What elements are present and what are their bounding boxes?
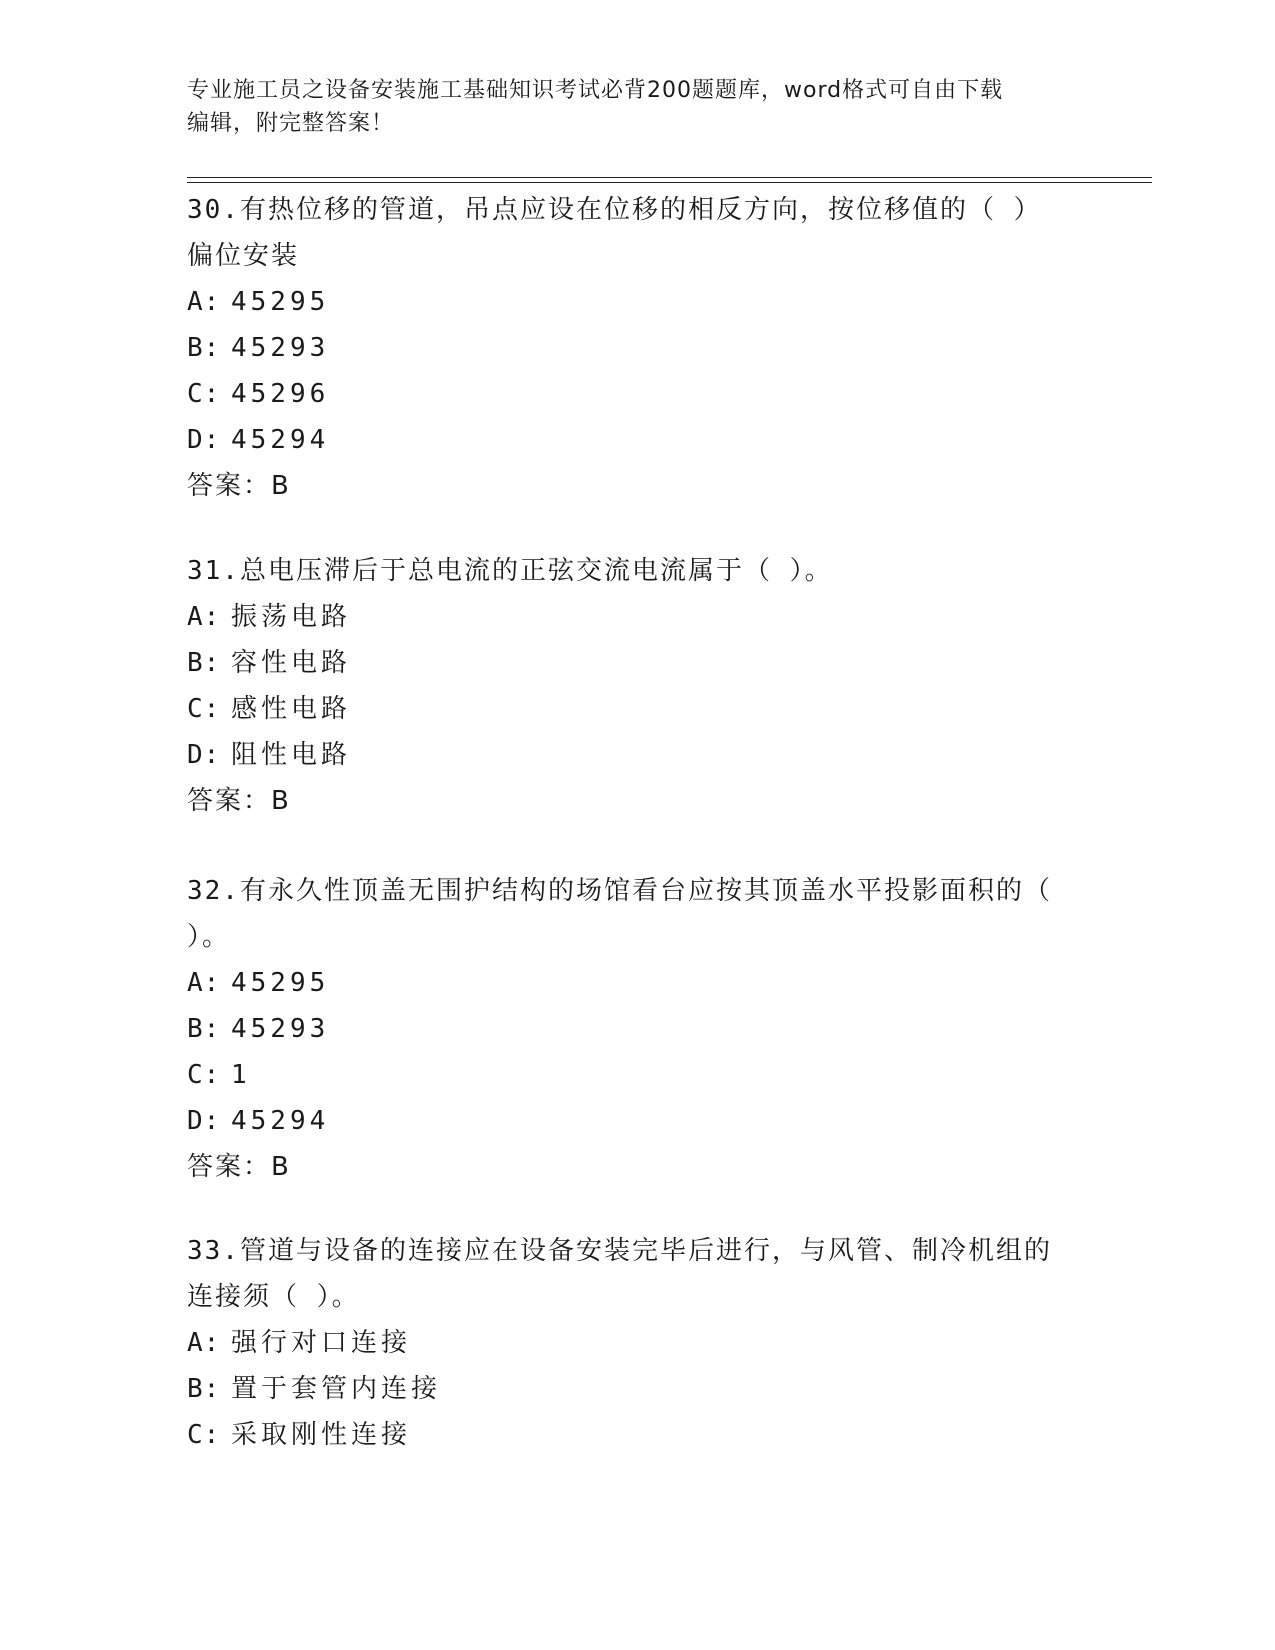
option-text: 45294 xyxy=(231,1106,330,1136)
header-divider-bottom xyxy=(187,182,1152,183)
option-letter: A: xyxy=(187,602,221,632)
answer-line: 答案：B xyxy=(187,471,291,501)
option-b xyxy=(187,1006,1087,1052)
option-letter: A: xyxy=(187,1328,221,1358)
document-header xyxy=(187,74,1067,140)
question-stem-line: 偏位安装 xyxy=(187,241,300,271)
option-text: 45293 xyxy=(231,333,330,363)
question-32 xyxy=(187,868,1087,1190)
answer-line: 答案：B xyxy=(187,1152,291,1182)
option-letter: B: xyxy=(187,333,221,363)
question-stem-line: 32.有永久性顶盖无围护结构的场馆看台应按其顶盖水平投影面积的（ xyxy=(187,876,1052,906)
question-stem-line: 连接须（ ）。 xyxy=(187,1282,360,1312)
option-d xyxy=(187,1098,1087,1144)
option-letter: C: xyxy=(187,1060,221,1090)
option-letter: B: xyxy=(187,1374,221,1404)
option-text: 45293 xyxy=(231,1014,330,1044)
option-text: 感性电路 xyxy=(231,694,352,724)
question-30 xyxy=(187,187,1087,509)
option-a xyxy=(187,594,1087,640)
option-text: 45294 xyxy=(231,425,330,455)
option-c xyxy=(187,1412,1087,1458)
option-letter: A: xyxy=(187,968,221,998)
option-letter: B: xyxy=(187,1014,221,1044)
option-d xyxy=(187,417,1087,463)
option-text: 采取刚性连接 xyxy=(231,1420,412,1450)
option-b xyxy=(187,1366,1087,1412)
option-a xyxy=(187,960,1087,1006)
answer-line: 答案：B xyxy=(187,786,291,816)
option-text: 45295 xyxy=(231,287,330,317)
option-letter: C: xyxy=(187,379,221,409)
header-line-1: 专业施工员之设备安装施工基础知识考试必背200题题库，word格式可自由下载 xyxy=(187,78,1004,103)
option-text: 强行对口连接 xyxy=(231,1328,412,1358)
option-d xyxy=(187,732,1087,778)
question-stem-line: 30.有热位移的管道，吊点应设在位移的相反方向，按位移值的（ ） xyxy=(187,195,1042,225)
option-letter: D: xyxy=(187,425,221,455)
option-text: 振荡电路 xyxy=(231,602,352,632)
option-letter: D: xyxy=(187,740,221,770)
option-letter: C: xyxy=(187,694,221,724)
option-c xyxy=(187,1052,1087,1098)
question-stem-line: 31.总电压滞后于总电流的正弦交流电流属于（ ）。 xyxy=(187,556,833,586)
question-33 xyxy=(187,1228,1087,1458)
option-text: 容性电路 xyxy=(231,648,352,678)
option-b xyxy=(187,640,1087,686)
question-stem-line: 33.管道与设备的连接应在设备安装完毕后进行，与风管、制冷机组的 xyxy=(187,1236,1052,1266)
option-c xyxy=(187,371,1087,417)
option-text: 置于套管内连接 xyxy=(231,1374,442,1404)
option-text: 阻性电路 xyxy=(231,740,352,770)
question-stem-line: ）。 xyxy=(187,922,231,952)
option-text: 45296 xyxy=(231,379,330,409)
option-letter: B: xyxy=(187,648,221,678)
header-divider-top xyxy=(187,177,1152,178)
option-letter: A: xyxy=(187,287,221,317)
option-text: 45295 xyxy=(231,968,330,998)
option-letter: D: xyxy=(187,1106,221,1136)
option-text: 1 xyxy=(231,1060,251,1090)
option-a xyxy=(187,279,1087,325)
option-b xyxy=(187,325,1087,371)
header-line-2: 编辑，附完整答案！ xyxy=(187,111,395,136)
option-letter: C: xyxy=(187,1420,221,1450)
question-31 xyxy=(187,548,1087,824)
option-a xyxy=(187,1320,1087,1366)
option-c xyxy=(187,686,1087,732)
